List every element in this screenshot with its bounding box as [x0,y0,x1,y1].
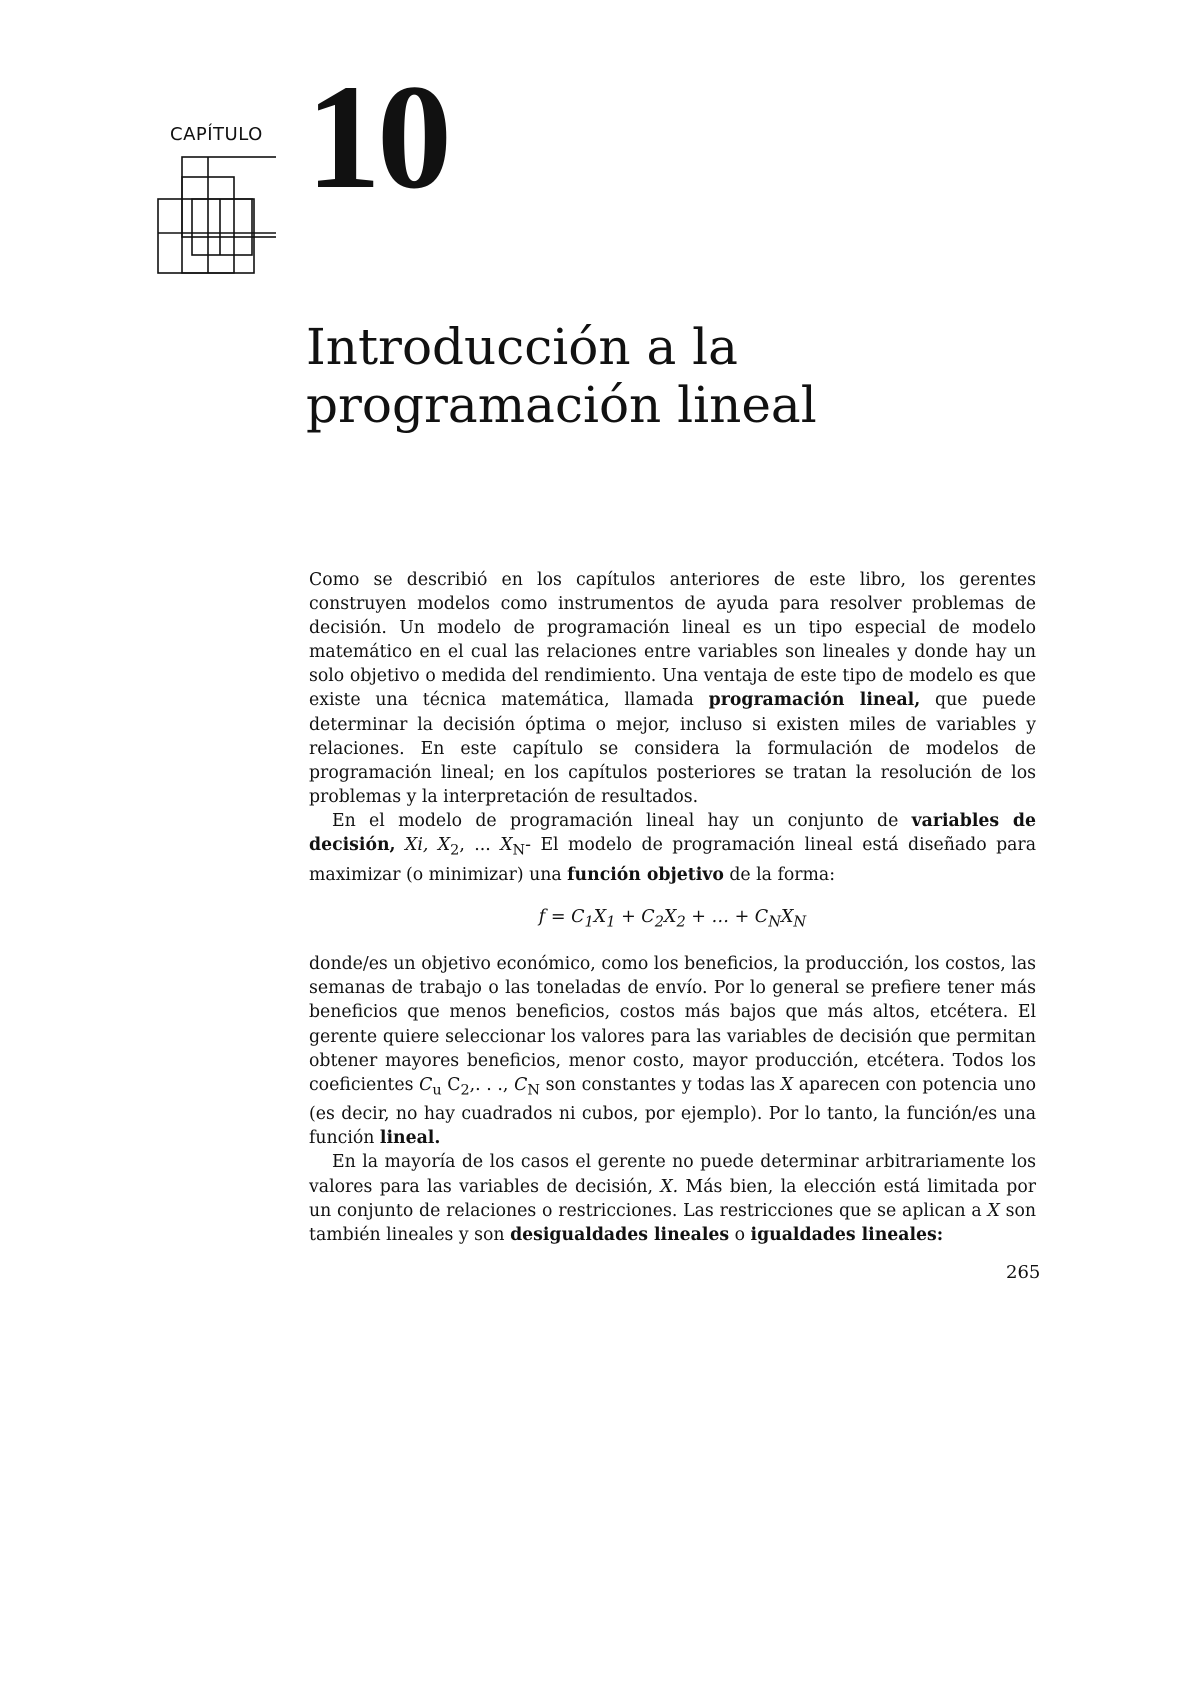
text-run: Como se describió en los capítulos anteriores de este libro, los gerentes construyen modelos como instrumentos de ayuda para resolver problemas de decisión. Un modelo de programación lineal es un tipo especial de modelo matemático en el cual las relaciones entre variables son lineales y donde hay un solo objetivo o medida del rendimiento. Una ventaja de este tipo de modelo es que existe una técnica matemática, llamada [309,570,1036,711]
subscript: N [768,913,781,931]
formula-operator: = [545,906,572,927]
objective-function-formula [309,905,1036,935]
formula-symbol: X [593,906,607,927]
text-run: que puede determinar la decisión óptima o mejor, incluso si existen miles de variables y relaciones. En este capítulo se considera la formulación de modelos de programación lineal; en los capítulos posteriores se tratan la resolución de los problemas y la interpretación de resultados. [309,690,1036,807]
text-run: Más bien, la elección está limitada por un conjunto de relaciones o restricciones. Las restricciones que se aplican a [309,1176,1036,1221]
paragraph-decision-variables [309,809,1036,887]
paragraph-objective-explanation [309,952,1036,1150]
keyword-variables-de-decision: variables de decisión, [309,810,1036,856]
text-run: - El modelo de programación lineal está diseñado para maximizar (o minimizar) una [309,835,1036,885]
chapter-label: CAPÍTULO [170,124,263,145]
formula-symbol: X [780,906,794,927]
subscript: 1 [606,913,616,931]
text-run: C [441,1074,461,1095]
variable-symbol: X [780,1074,794,1095]
text-run: donde/es un objetivo económico, como los beneficios, la producción, los costos, las semanas de trabajo o las toneladas de envío. Por lo general se prefiere tener más beneficios que menos beneficios, costos más bajos que más altos, etcétera. El gerente quiere seleccionar los valores para las variables de decisión que permitan obtener mayores beneficios, menor costo, mayor producción, etcétera. Todos los coeficientes [309,954,1036,1095]
subscript: 2 [654,913,664,931]
formula-symbol: C [571,906,585,927]
variable-symbol: X. [660,1176,679,1197]
chapter-title [306,318,817,434]
page-number: 265 [1006,1262,1041,1283]
subscript: 2 [460,1082,470,1099]
paragraph-intro [309,568,1036,809]
text-run: , ... [459,835,501,856]
text-run: son constantes y todas las [539,1074,781,1095]
formula-symbol: X [663,906,677,927]
subscript: 2 [450,842,460,859]
chapter-number: 10 [306,54,448,220]
formula-operator: + [615,906,642,927]
text-run: En la mayoría de los casos el gerente no puede determinar arbitrariamente los valores para las variables de decisión, [309,1152,1036,1197]
text-run: En el modelo de programación lineal hay un conjunto de [332,810,912,831]
text-run: ,. . ., [469,1074,515,1095]
text-run: de la forma: [723,864,836,885]
variable-symbol: X [987,1200,1000,1221]
chapter-title-line-1: Introducción a la [306,318,738,376]
text-run: o [729,1224,751,1245]
keyword-desigualdades-lineales: desigualdades lineales [510,1224,730,1245]
variable-symbol: Xi, X [405,835,451,856]
chapter-emblem-icon [156,155,276,275]
chapter-title-line-2: programación lineal [306,376,817,434]
subscript: N [527,1082,540,1099]
variable-symbol: X [500,835,513,856]
formula-symbol: C [754,906,769,927]
subscript: 1 [584,913,594,931]
text-run: son también lineales y son [309,1200,1036,1245]
keyword-lineal: lineal. [379,1128,441,1149]
keyword-igualdades-lineales: igualdades lineales: [750,1224,944,1245]
subscript: N [512,842,526,859]
subscript: 2 [676,913,686,931]
formula-symbol: f [538,906,546,927]
keyword-programacion-lineal: programación lineal, [708,690,921,711]
variable-symbol: C [514,1074,528,1095]
formula-operator: + … + [685,906,755,927]
chapter-body [309,568,1036,1247]
subscript: N [793,913,807,931]
text-run: aparecen con potencia uno (es decir, no hay cuadrados ni cubos, por ejemplo). Por lo tanto, la función/es una función [309,1074,1037,1149]
formula-symbol: C [641,906,655,927]
keyword-funcion-objetivo: función objetivo [567,864,724,885]
paragraph-constraints [309,1150,1036,1246]
variable-symbol: C [419,1074,433,1095]
subscript: u [432,1082,442,1099]
